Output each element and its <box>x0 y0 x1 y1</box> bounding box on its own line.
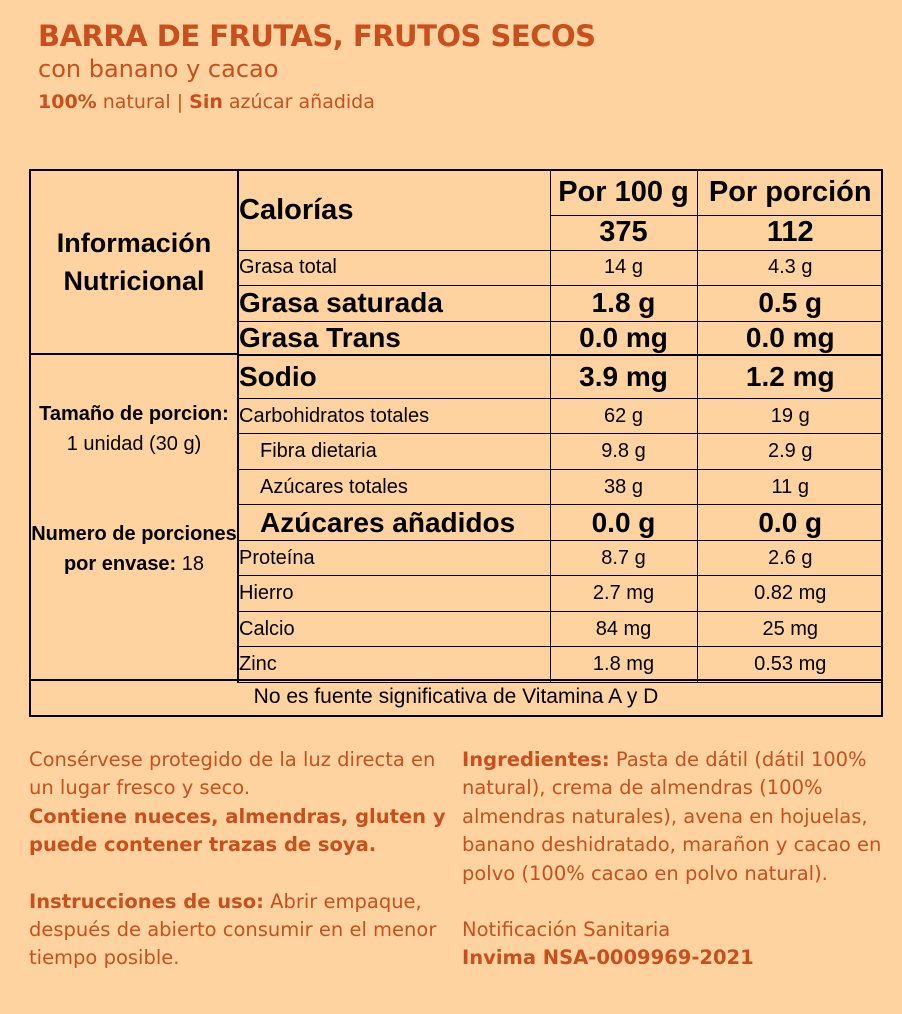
nutrient-per100: 0.0 mg <box>550 321 697 355</box>
nutrient-perportion: 0.5 g <box>697 285 883 321</box>
table-row <box>237 285 883 321</box>
nutrient-perportion: 19 g <box>697 399 883 434</box>
calories-perportion: 112 <box>697 215 883 250</box>
nutrition-grid <box>237 171 883 683</box>
ingredients-and-registration <box>462 746 892 973</box>
left-divider <box>31 353 239 355</box>
nutrient-perportion: 11 g <box>697 470 883 505</box>
nutrient-per100: 9.8 g <box>550 434 697 470</box>
ingredients <box>462 746 892 888</box>
table-row <box>237 470 883 505</box>
allergen-text: Contiene nueces, almendras, gluten y puede contener trazas de soya. <box>29 804 446 857</box>
nutrient-label: Grasa saturada <box>237 285 550 321</box>
servings-label: Numero de porciones por envase: <box>31 523 237 575</box>
tagline-sugar: azúcar añadida <box>222 91 375 113</box>
nutrient-perportion: 0.0 g <box>697 505 883 541</box>
tagline-natural-percent: 100% <box>38 91 97 113</box>
table-row <box>237 321 883 355</box>
serving-size-label: Tamaño de porcion: <box>39 403 229 425</box>
nutrient-per100: 1.8 mg <box>550 647 697 683</box>
nutrient-per100: 14 g <box>550 250 697 285</box>
instructions-label: Instrucciones de uso: <box>29 889 264 913</box>
nutrient-per100: 0.0 g <box>550 505 697 541</box>
nutrient-perportion: 0.0 mg <box>697 321 883 355</box>
vitamin-footnote: No es fuente significativa de Vitamina A y D <box>31 679 881 715</box>
product-title: BARRA DE FRUTAS, FRUTOS SECOS <box>38 19 596 53</box>
nutrient-label: Sodio <box>237 355 550 399</box>
nutrient-label: Azúcares totales <box>237 470 550 505</box>
nutrient-perportion: 2.6 g <box>697 541 883 576</box>
nutrient-perportion: 1.2 mg <box>697 355 883 399</box>
table-row <box>237 541 883 576</box>
nutrient-label: Fibra dietaria <box>237 434 550 470</box>
nutrition-title <box>31 171 237 353</box>
tagline-natural: natural | <box>96 91 190 113</box>
nutrition-title-line2: Nutricional <box>63 266 205 296</box>
nutrient-per100: 38 g <box>550 470 697 505</box>
serving-size <box>31 399 237 459</box>
nutrient-perportion: 4.3 g <box>697 250 883 285</box>
nutrition-title-line1: Información <box>56 228 212 258</box>
nutrient-per100: 2.7 mg <box>550 576 697 612</box>
nutrient-label: Hierro <box>237 576 550 612</box>
ingredients-label: Ingredientes: <box>462 748 610 771</box>
nutrient-per100: 84 mg <box>550 612 697 647</box>
serving-size-value: 1 unidad (30 g) <box>66 433 202 455</box>
product-header <box>38 18 596 117</box>
nutrient-perportion: 2.9 g <box>697 434 883 470</box>
table-row <box>237 434 883 470</box>
calories-per100: 375 <box>550 215 697 250</box>
product-tagline <box>38 87 596 117</box>
nutrient-label: Zinc <box>237 647 550 683</box>
table-row <box>237 250 883 285</box>
ingredients-text: Pasta de dátil (dátil 100% natural), crema de almendras (100% almendras naturales), avena en hojuelas, banano deshidratado, marañon y cacao en polvo (100% cacao en polvo natural). <box>462 748 882 885</box>
servings-value: 18 <box>176 553 205 575</box>
nutrient-label: Calcio <box>237 612 550 647</box>
allergen-warning <box>29 803 454 860</box>
nutrient-per100: 3.9 mg <box>550 355 697 399</box>
nutrient-perportion: 0.82 mg <box>697 576 883 612</box>
nutrient-perportion: 25 mg <box>697 612 883 647</box>
column-header-per100: Por 100 g <box>550 171 697 215</box>
table-row <box>237 576 883 612</box>
storage-text: Consérvese protegido de la luz directa en un lugar fresco y seco. <box>29 748 436 800</box>
calories-label: Calorías <box>237 171 550 250</box>
servings-per-package <box>31 519 237 579</box>
nutrient-label: Grasa total <box>237 250 550 285</box>
column-header-perportion: Por porción <box>697 171 883 215</box>
nutrient-label: Grasa Trans <box>237 321 550 355</box>
table-row <box>237 355 883 399</box>
product-subtitle: con banano y cacao <box>38 55 279 83</box>
nutrient-per100: 8.7 g <box>550 541 697 576</box>
storage-and-instructions <box>29 746 454 973</box>
table-row <box>237 612 883 647</box>
nutrient-per100: 1.8 g <box>550 285 697 321</box>
nutrition-facts-table <box>29 169 883 717</box>
instructions-text: Abrir empaque, después de abierto consumir en el menor tiempo posible. <box>29 889 437 970</box>
nutrient-per100: 62 g <box>550 399 697 434</box>
table-row <box>237 647 883 683</box>
usage-instructions <box>29 888 454 973</box>
table-row <box>237 505 883 541</box>
sanitary-notification-label: Notificación Sanitaria <box>462 918 671 942</box>
sanitary-notification-code <box>462 944 892 972</box>
nutrient-label: Carbohidratos totales <box>237 399 550 434</box>
sanitary-code: Invima NSA-0009969-2021 <box>462 946 754 970</box>
table-row <box>237 399 883 434</box>
tagline-sin: Sin <box>189 91 223 113</box>
nutrient-perportion: 0.53 mg <box>697 647 883 683</box>
nutrient-label: Proteína <box>237 541 550 576</box>
nutrient-label: Azúcares añadidos <box>237 505 550 541</box>
nutrition-left-column <box>31 171 239 683</box>
